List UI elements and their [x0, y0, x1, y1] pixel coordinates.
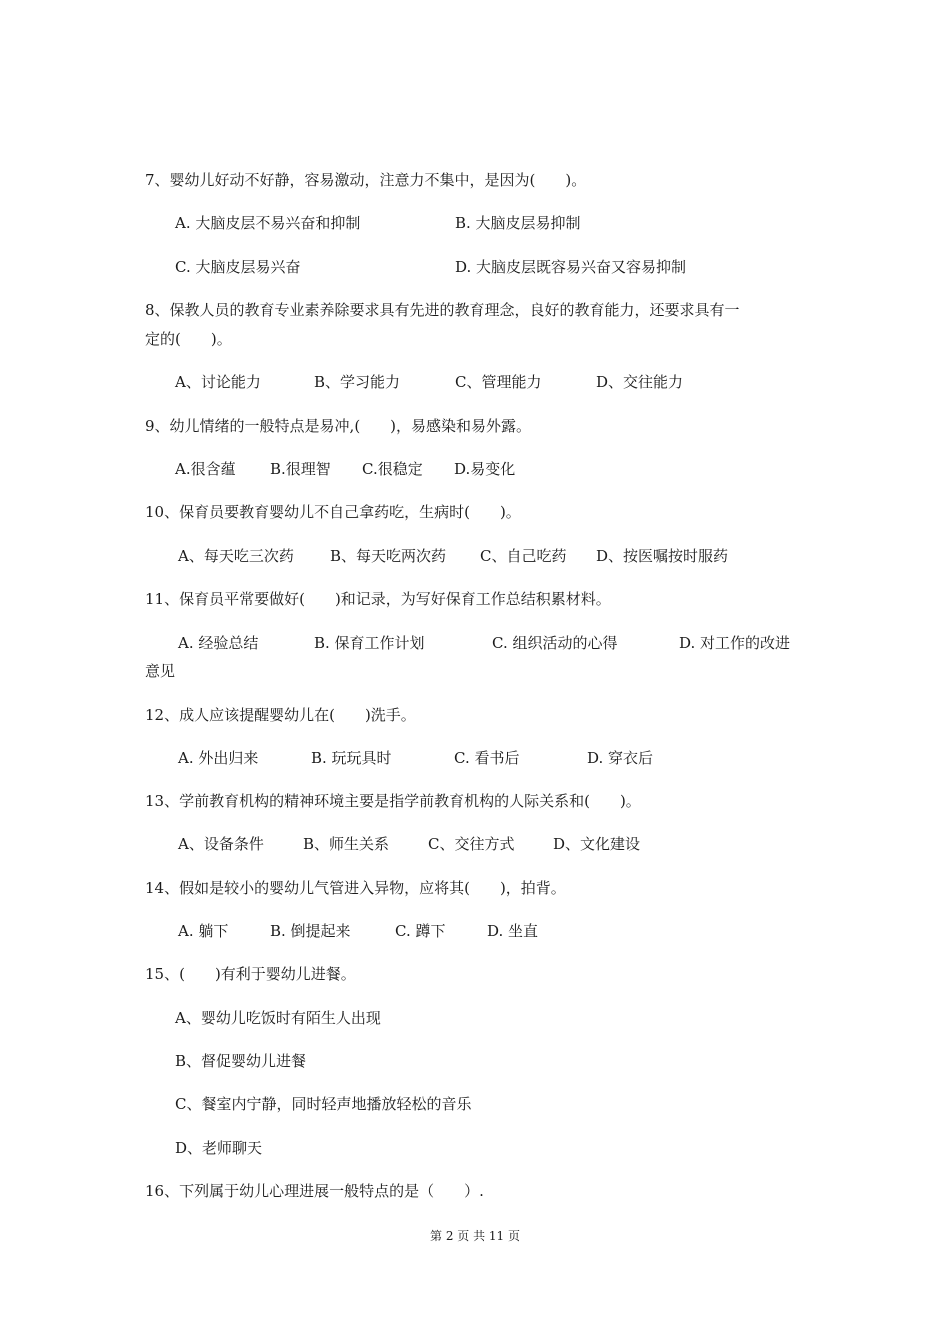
question-8-option-b: B、学习能力: [314, 373, 401, 391]
question-10-option-a: A、每天吃三次药: [178, 547, 294, 565]
question-9-option-c: C.很稳定: [362, 460, 423, 478]
question-13-option-b: B、师生关系: [303, 835, 390, 853]
question-15-option-a: A、婴幼儿吃饭时有陌生人出现: [175, 1009, 381, 1027]
question-10-option-c: C、自己吃药: [480, 547, 567, 565]
question-10-option-b: B、每天吃两次药: [330, 547, 447, 565]
question-7-option-a: A. 大脑皮层不易兴奋和抑制: [175, 214, 361, 232]
question-15-option-c: C、餐室内宁静，同时轻声地播放轻松的音乐: [175, 1095, 472, 1113]
question-13-option-a: A、设备条件: [178, 835, 264, 853]
question-11-option-b: B. 保育工作计划: [314, 634, 425, 652]
question-11-option-a: A. 经验总结: [178, 634, 259, 652]
question-9-option-d: D.易变化: [454, 460, 516, 478]
question-8-option-c: C、管理能力: [455, 373, 542, 391]
question-15-stem: 15、( )有利于婴幼儿进餐。: [145, 965, 356, 983]
question-14-option-c: C. 蹲下: [395, 922, 446, 940]
question-7-option-d: D. 大脑皮层既容易兴奋又容易抑制: [455, 258, 687, 276]
question-16-stem: 16、下列属于幼儿心理进展一般特点的是（ ）.: [145, 1182, 484, 1200]
question-10-option-d: D、按医嘱按时服药: [596, 547, 729, 565]
question-11-stem: 11、保育员平常要做好( )和记录，为写好保育工作总结积累材料。: [145, 590, 611, 608]
question-12-option-d: D. 穿衣后: [587, 749, 654, 767]
question-12-stem: 12、成人应该提醒婴幼儿在( )洗手。: [145, 706, 416, 724]
question-9-option-a: A.很含蕴: [175, 460, 236, 478]
question-8-stem-line2: 定的( )。: [145, 330, 232, 348]
question-14-option-d: D. 坐直: [487, 922, 539, 940]
question-11-option-d: D. 对工作的改进: [679, 634, 791, 652]
question-15-option-b: B、督促婴幼儿进餐: [175, 1052, 307, 1070]
question-10-stem: 10、保育员要教育婴幼儿不自己拿药吃，生病时( )。: [145, 503, 521, 521]
question-13-option-c: C、交往方式: [428, 835, 515, 853]
question-13-option-d: D、文化建设: [553, 835, 641, 853]
question-13-stem: 13、学前教育机构的精神环境主要是指学前教育机构的人际关系和( )。: [145, 792, 641, 810]
question-8-option-a: A、讨论能力: [175, 373, 261, 391]
question-8-option-d: D、交往能力: [596, 373, 684, 391]
question-14-option-b: B. 倒提起来: [270, 922, 351, 940]
question-7-stem: 7、婴幼儿好动不好静，容易激动，注意力不集中，是因为( )。: [145, 171, 587, 189]
question-12-option-b: B. 玩玩具时: [311, 749, 392, 767]
question-14-stem: 14、假如是较小的婴幼儿气管进入异物，应将其( )，拍背。: [145, 879, 566, 897]
page-footer: 第 2 页 共 11 页: [430, 1229, 520, 1243]
question-7-option-b: B. 大脑皮层易抑制: [455, 214, 581, 232]
question-15-option-d: D、老师聊天: [175, 1139, 263, 1157]
question-12-option-a: A. 外出归来: [178, 749, 259, 767]
question-8-stem-line1: 8、保教人员的教育专业素养除要求具有先进的教育理念，良好的教育能力，还要求具有一: [145, 301, 740, 319]
question-14-option-a: A. 躺下: [178, 922, 229, 940]
question-9-stem: 9、幼儿情绪的一般特点是易冲,( )，易感染和易外露。: [145, 417, 532, 435]
question-11-option-d-wrap: 意见: [145, 662, 176, 680]
question-12-option-c: C. 看书后: [454, 749, 520, 767]
question-9-option-b: B.很理智: [270, 460, 331, 478]
question-7-option-c: C. 大脑皮层易兴奋: [175, 258, 301, 276]
question-11-option-c: C. 组织活动的心得: [492, 634, 618, 652]
